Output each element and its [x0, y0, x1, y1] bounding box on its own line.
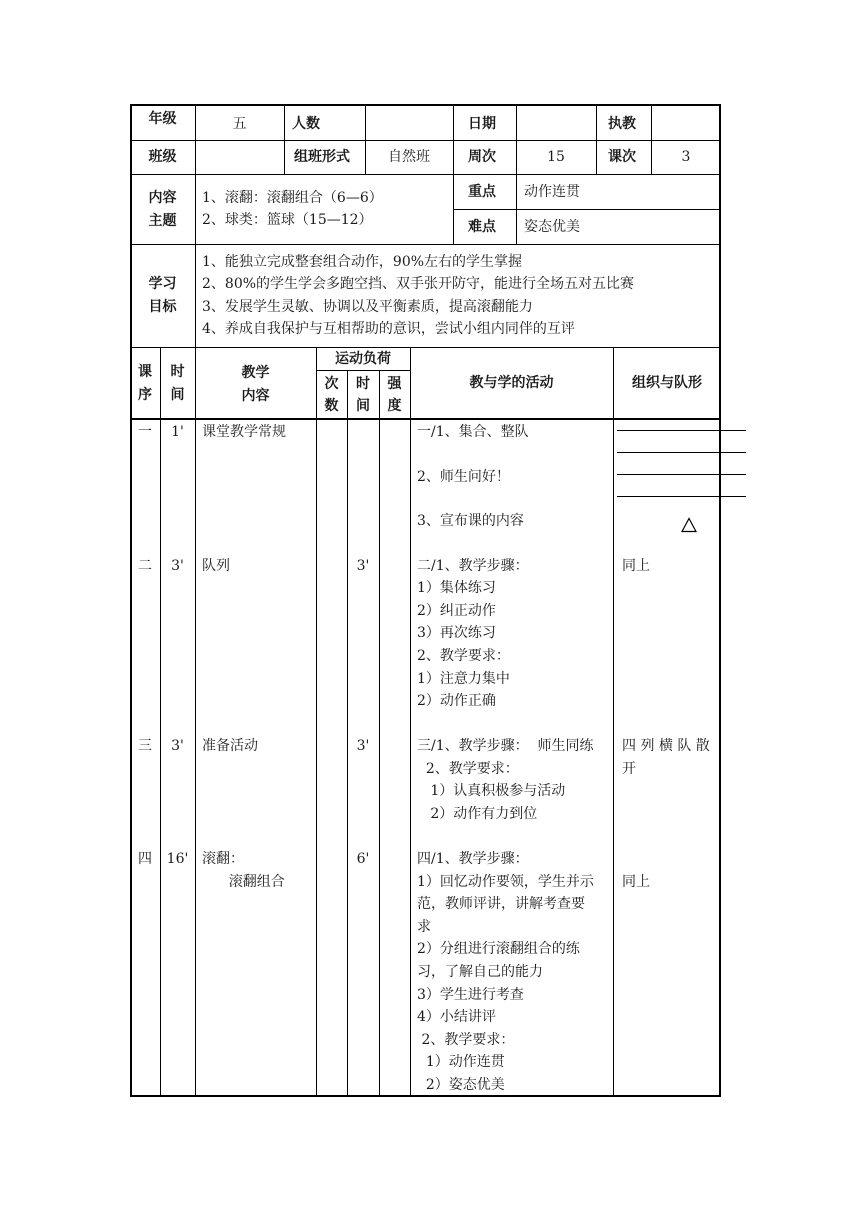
rule-load-sub [316, 370, 410, 371]
date-label: 日期 [468, 116, 496, 132]
teacher-triangle-icon [681, 517, 697, 533]
lesson-label: 课次 [608, 149, 636, 165]
row-activity-line: 三/1、教学步骤： 师生同练 [417, 738, 594, 754]
row-activity-line: 2、教学要求： [417, 1032, 515, 1048]
count-label: 人数 [292, 116, 320, 132]
col-order-2: 序 [138, 387, 152, 403]
teacher-label: 执教 [608, 116, 636, 132]
row-activity-line: 求 [417, 919, 431, 935]
row-order: 二 [138, 558, 152, 574]
col-load-count-1: 次 [324, 376, 339, 392]
row-activity-line: 4）小结讲评 [417, 1009, 496, 1025]
class-label: 班级 [148, 149, 177, 165]
row-content: 滚翻组合 [202, 874, 285, 890]
row-activity-line: 四/1、教学步骤： [417, 851, 529, 867]
row-content: 滚翻： [202, 851, 244, 867]
row-load-time: 3' [356, 738, 370, 754]
row-activity-line: 1）动作连贯 [417, 1054, 505, 1070]
row-organize: 开 [622, 761, 636, 777]
goal-item: 2、80%的学生学会多跑空挡、双手张开防守，能进行全场五对五比赛 [202, 276, 635, 292]
row-time: 1' [171, 424, 184, 440]
form-value: 自然班 [388, 149, 430, 165]
content-item: 1、滚翻：滚翻组合（6—6） [202, 190, 383, 206]
row-activity-line: 3）再次练习 [417, 625, 496, 641]
row-order: 四 [138, 851, 152, 867]
col-order-1: 课 [138, 364, 152, 380]
difficult-value: 姿态优美 [524, 219, 580, 235]
row-activity-line: 范，教师评讲，讲解考查要 [417, 896, 585, 912]
col-content-1: 教学 [241, 365, 270, 381]
key-label: 重点 [468, 184, 496, 200]
row-activity-line: 2）纠正动作 [417, 603, 496, 619]
goal-item: 3、发展学生灵敏、协调以及平衡素质，提高滚翻能力 [202, 299, 533, 315]
grade-value: 五 [232, 116, 247, 132]
col-time-2: 间 [170, 387, 185, 403]
goals-label-2: 目标 [148, 299, 177, 315]
lesson-value: 3 [681, 149, 691, 165]
col-load-intensity-1: 强 [387, 376, 402, 392]
row-time: 16' [166, 851, 189, 867]
difficult-label: 难点 [468, 219, 496, 235]
col-load-time-1: 时 [356, 376, 370, 392]
row-activity-line: 2）分组进行滚翻组合的练 [417, 941, 580, 957]
content-label-1: 内容 [148, 190, 177, 206]
goal-item: 1、能独立完成整套组合动作，90%左右的学生掌握 [202, 254, 523, 270]
row-activity-line: 1）回忆动作要领，学生并示 [417, 874, 594, 890]
grade-label: 年级 [148, 111, 177, 127]
rule-row2 [130, 174, 721, 175]
col-organize: 组织与队形 [632, 375, 702, 391]
row-activity-line: 2、教学要求： [417, 648, 510, 664]
col-load-intensity-2: 度 [387, 398, 402, 414]
row-activity-line: 一/1、集合、整队 [417, 424, 529, 440]
row-activity-line: 习，了解自己的能力 [417, 964, 543, 980]
row-load-time: 3' [356, 558, 370, 574]
content-label-2: 主题 [148, 213, 177, 229]
row-activity-line: 2）姿态优美 [417, 1077, 505, 1093]
row-content: 队列 [202, 558, 230, 574]
rule-row1 [130, 140, 721, 141]
row-activity-line: 2）动作有力到位 [417, 806, 538, 822]
formation-line [617, 496, 746, 497]
row-content: 准备活动 [202, 738, 258, 754]
row-activity-line: 2）动作正确 [417, 693, 496, 709]
form-label: 组班形式 [294, 149, 350, 165]
col-load-time-2: 间 [356, 398, 370, 414]
row-order: 三 [138, 738, 152, 754]
row-activity-line: 1）集体练习 [417, 580, 496, 596]
formation-line [617, 430, 746, 431]
formation-line [617, 452, 746, 453]
week-label: 周次 [468, 149, 496, 165]
col-load-count-2: 数 [324, 398, 339, 414]
goals-label-1: 学习 [148, 276, 177, 292]
row-order: 一 [138, 424, 152, 440]
col-time-1: 时 [170, 364, 185, 380]
rule-row3 [130, 244, 721, 245]
row-time: 3' [171, 558, 184, 574]
content-item: 2、球类：篮球（15—12） [202, 212, 373, 228]
key-value: 动作连贯 [524, 184, 580, 200]
rule-body-top [130, 418, 721, 420]
row-organize: 同上 [622, 874, 650, 890]
row-activity-line: 2、教学要求： [417, 761, 519, 777]
row-activity-line: 3）学生进行考查 [417, 987, 524, 1003]
col-content-2: 内容 [241, 388, 270, 404]
row-activity-line: 1）认真积极参与活动 [417, 783, 566, 799]
row-time: 3' [171, 738, 184, 754]
col-load: 运动负荷 [335, 351, 391, 367]
row-content: 课堂教学常规 [202, 424, 286, 440]
row-activity-line: 二/1、教学步骤： [417, 558, 529, 574]
row-load-time: 6' [356, 851, 370, 867]
formation-line [617, 474, 746, 475]
row-organize: 四 列 横 队 散 [622, 738, 710, 754]
goal-item: 4、养成自我保护与互相帮助的意识，尝试小组内同伴的互评 [202, 321, 575, 337]
col-activity: 教与学的活动 [469, 375, 554, 391]
row-activity-line: 3、宣布课的内容 [417, 513, 524, 529]
row-activity-line: 2、师生问好！ [417, 469, 510, 485]
week-value: 15 [547, 149, 565, 165]
rule-row4 [130, 347, 721, 348]
rule-key-difficult [453, 209, 721, 210]
row-organize: 同上 [622, 558, 650, 574]
row-activity-line: 1）注意力集中 [417, 671, 510, 687]
